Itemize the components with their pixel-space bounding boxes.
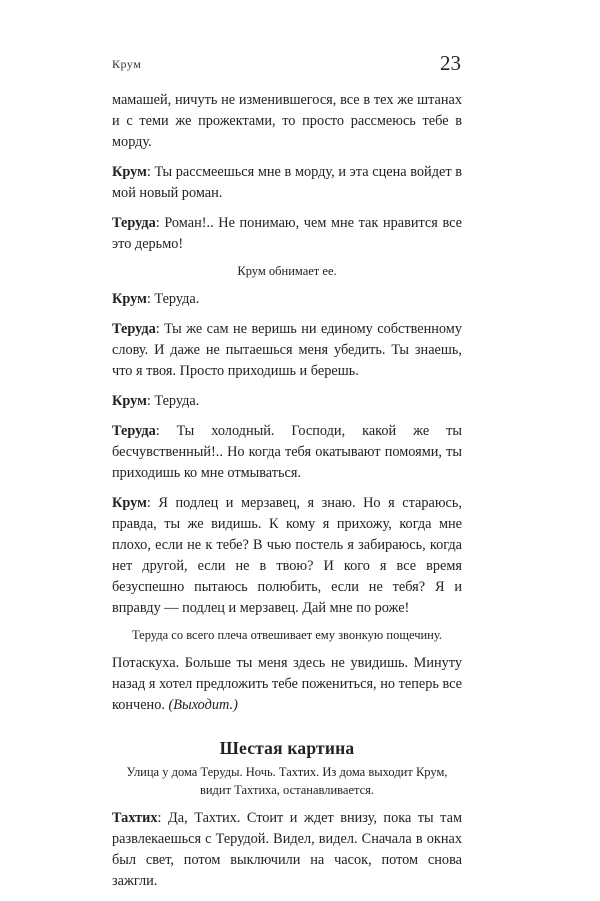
paragraph [112, 90, 462, 153]
speaker-name: Крум [112, 495, 147, 511]
speaker-name: Крум [112, 393, 147, 409]
exit-direction: (Выходит.) [168, 697, 238, 713]
dialogue-text: : Теруда. [146, 393, 200, 409]
dialogue-text: : Ты рассмеешься мне в морду, и эта сцена войдет в мой новый роман. [112, 164, 462, 201]
dialogue-line [112, 289, 462, 310]
stage-direction: Теруда со всего плеча отвешивает ему звонкую пощечину. [132, 628, 442, 642]
dialogue-text: : Да, Тахтих. Стоит и ждет внизу, пока ты там развлекаешься с Терудой. Видел, видел. Сначала в окнах был свет, потом выключили на часок, потом снова зажгли. [112, 810, 462, 889]
dialogue-text: : Я подлец и мерзавец, я знаю. Но я стараюсь, правда, ты же видишь. К кому я прихожу, когда мне плохо, если не к тебе? В чью постель я забираюсь, когда нет другой, если не в твою? И кого я все время безуспешно пытаюсь полюбить, если не тебя? Я и вправду — подлец и мерзавец. Дай мне по роже! [112, 495, 462, 616]
speaker-name: Теруда [112, 423, 156, 439]
dialogue-text: : Ты холодный. Господи, какой же ты бесчувственный!.. Но когда тебя окатывают помоями, ты приходишь ко мне отмываться. [112, 423, 462, 481]
speaker-name: Теруда [112, 321, 156, 337]
scene-description: Улица у дома Теруды. Ночь. Тахтих. Из дома выходит Крум, видит Тахтиха, останавливается. [126, 765, 448, 797]
dialogue-text: : Ты же сам не веришь ни единому собственному слову. И даже не пытаешься меня убедить. Ты знаешь, что я твоя. Просто приходишь и берешь. [112, 321, 462, 379]
running-head: Крум [112, 57, 142, 71]
dialogue-line [112, 421, 462, 484]
scene-heading: Шестая картина [219, 738, 355, 758]
page-number: 23 [440, 51, 461, 75]
dialogue-line [112, 391, 462, 412]
dialogue-line [112, 493, 462, 619]
dialogue-line [112, 319, 462, 382]
speaker-name: Крум [112, 164, 147, 180]
dialogue-text: Потаскуха. Больше ты меня здесь не увидишь. Минуту назад я хотел предложить тебе пожениться, но теперь все кончено. [112, 655, 462, 713]
dialogue-line [112, 808, 462, 892]
dialogue-text: : Теруда. [146, 291, 200, 307]
dialogue-text: : Роман!.. Не понимаю, чем мне так нравится все это дерьмо! [112, 215, 462, 252]
dialogue-continuation [112, 653, 462, 716]
speaker-name: Крум [112, 291, 147, 307]
stage-direction: Крум обнимает ее. [237, 264, 337, 278]
paragraph-text: мамашей, ничуть не изменившегося, все в тех же штанах и с теми же прожектами, то просто рассмеюсь тебе в морду. [112, 92, 462, 150]
dialogue-line [112, 162, 462, 204]
speaker-name: Теруда [112, 215, 156, 231]
speaker-name: Тахтих [112, 810, 158, 826]
body-text [112, 90, 462, 901]
dialogue-line [112, 213, 462, 255]
